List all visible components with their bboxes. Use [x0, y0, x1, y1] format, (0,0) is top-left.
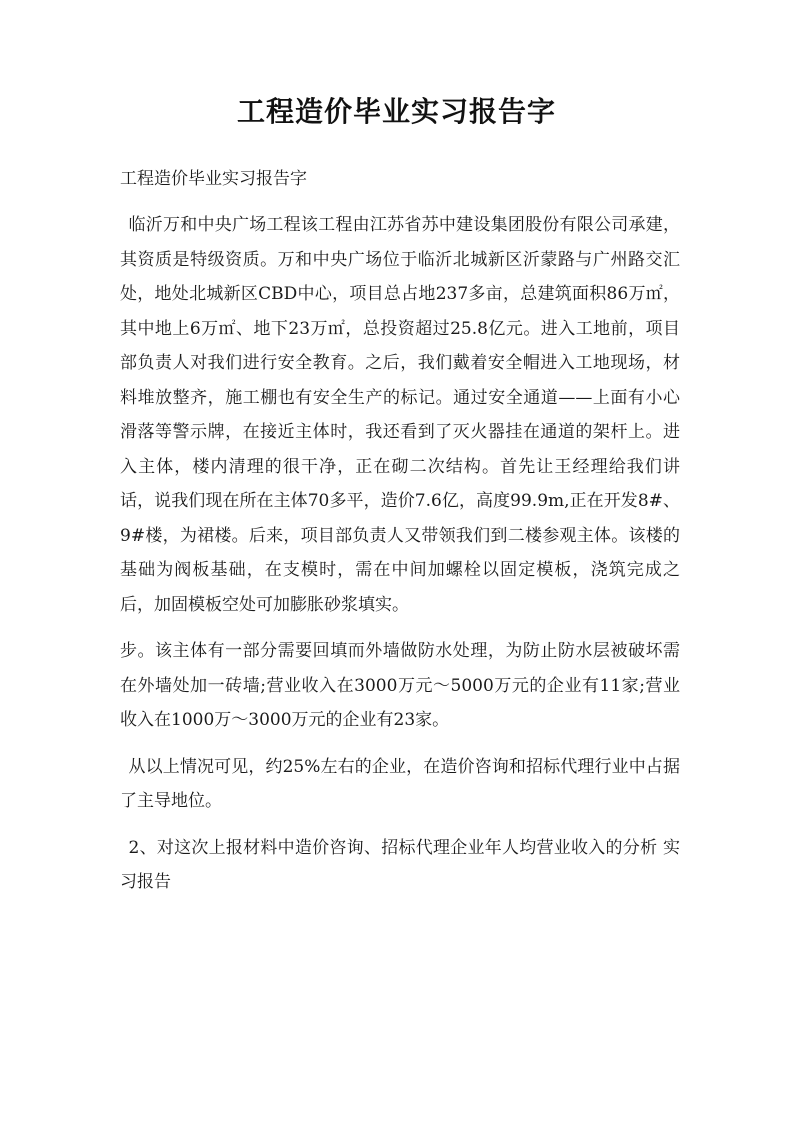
paragraph-site-visit: 临沂万和中央广场工程该工程由江苏省苏中建设集团股份有限公司承建，其资质是特级资质。万和中央广场位于临沂北城新区沂蒙路与广州路交汇处，地处北城新区CBD中心，项目总占地237多亩，总建筑面积86万㎡，其中地上6万㎡、地下23万㎡，总投资超过25.8亿元。进入工地前，项目部负责人对我们进行安全教育。之后，我们戴着安全帽进入工地现场，材料堆放整齐，施工棚也有安全生产的标记。通过安全通道——上面有小心滑落等警示牌，在接近主体时，我还看到了灭火器挂在通道的架杆上。进入主体，楼内清理的很干净，正在砌二次结构。首先让王经理给我们讲话，说我们现在所在主体70多平，造价7.6亿，高度99.9m,正在开发8#、9#楼，为裙楼。后来，项目部负责人又带领我们到二楼参观主体。该楼的基础为阀板基础，在支模时，需在中间加螺栓以固定模板，浇筑完成之后，加固模板空处可加膨胀砂浆填实。 — [120, 215, 680, 615]
document-body — [120, 162, 680, 912]
page-title: 工程造价毕业实习报告字 — [236, 95, 556, 128]
paragraph-revenue: 步。该主体有一部分需要回填而外墙做防水处理，为防止防水层被破坏需在外墙处加一砖墙;营业收入在3000万元～5000万元的企业有11家;营业收入在1000万～3000万元的企业有23家。 — [120, 641, 680, 730]
paragraph-analysis: 2、对这次上报材料中造价咨询、招标代理企业年人均营业收入的分析 实习报告 — [120, 837, 680, 892]
paragraph-conclusion: 从以上情况可见，约25%左右的企业，在造价咨询和招标代理行业中占据了主导地位。 — [120, 756, 680, 811]
document-subtitle: 工程造价毕业实习报告字 — [120, 169, 307, 189]
